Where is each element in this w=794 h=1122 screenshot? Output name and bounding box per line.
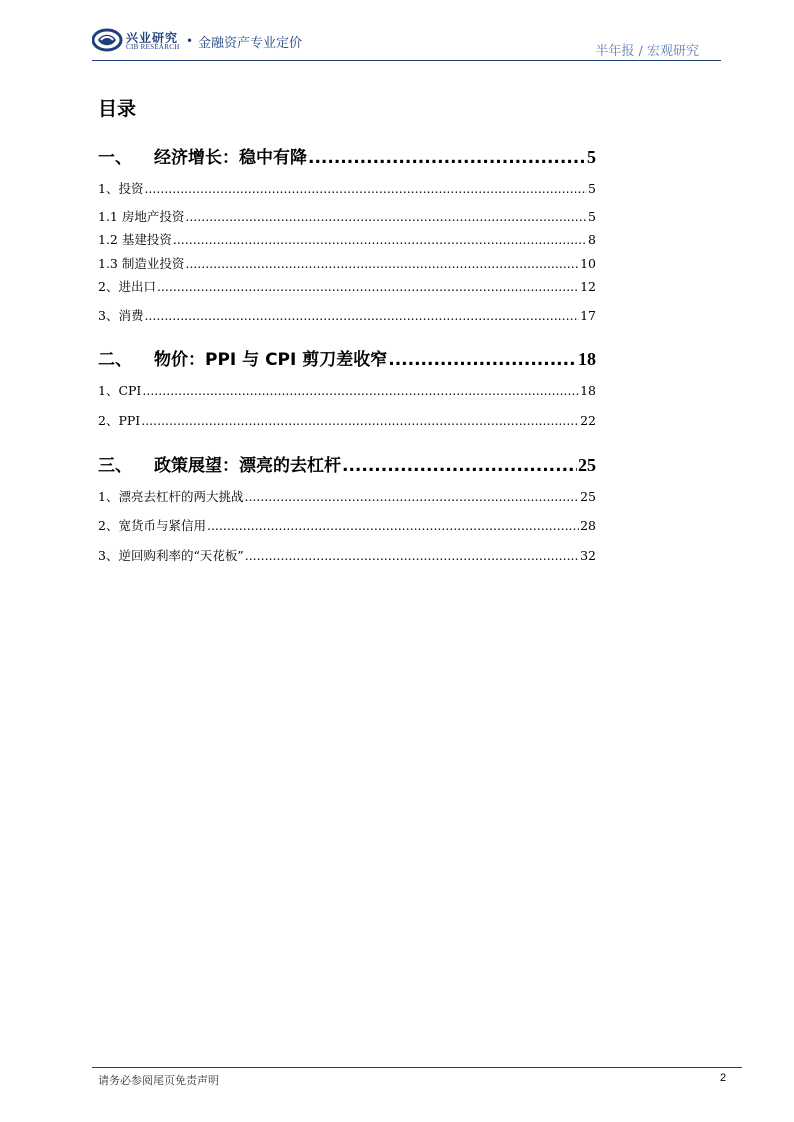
page-header [92,26,721,61]
toc-leader-dots [388,350,577,370]
toc-page-number: 18 [580,383,596,398]
cib-logo-icon [92,28,124,52]
separator-dot: • [186,34,194,48]
toc-page-number: 10 [580,256,596,271]
footer-divider [92,1067,742,1068]
brand-slogan: 金融资产专业定价 [198,36,303,51]
toc-leader-dots [142,383,579,398]
toc-entry-label: 3、消费 [98,308,144,323]
toc-page-number: 28 [580,518,596,533]
toc-page-number: 5 [587,147,596,167]
toc-page-number: 18 [578,349,596,369]
toc-leader-dots [207,518,579,533]
toc-entry-label: 1.1 房地产投资 [98,209,185,224]
toc-entry-chapter-3[interactable] [98,451,596,475]
toc-entry-label: 物价：PPI 与 CPI 剪刀差收窄 [154,350,388,370]
toc-entry-label: 1.2 基建投资 [98,232,172,247]
toc-entry-label: 1、投资 [98,181,144,196]
chapter-number: 一、 [98,148,132,168]
toc-entry-label: 1、CPI [98,383,142,398]
toc-entry[interactable] [98,254,596,272]
toc-entry[interactable] [98,230,596,248]
toc-entry[interactable] [98,487,596,505]
toc-title: 目录 [98,98,137,120]
toc-entry-label: 2、宽货币与紧信用 [98,518,206,533]
toc-entry[interactable] [98,516,596,534]
toc-entry[interactable] [98,277,596,295]
toc-leader-dots [342,456,577,476]
report-type: 半年报 / 宏观研究 [595,44,699,59]
footer-disclaimer: 请务必参阅尾页免责声明 [98,1074,219,1087]
toc-leader-dots [157,279,579,294]
toc-entry[interactable] [98,207,596,225]
toc-leader-dots [185,256,579,271]
toc-page-number: 32 [580,548,596,563]
toc-entry-label: 经济增长：稳中有降 [154,148,307,168]
toc-entry-label: 3、逆回购利率的“天花板” [98,548,244,563]
toc-page-number: 17 [580,308,596,323]
brand-name-en: CIB RESEARCH [126,43,180,51]
toc-leader-dots [141,413,579,428]
toc-entry-chapter-1[interactable] [98,143,596,167]
toc-leader-dots [308,148,586,168]
toc-entry-label: 政策展望：漂亮的去杠杆 [154,456,341,476]
brand-name-cn: 兴业研究 [126,31,179,45]
toc-entry-label: 2、进出口 [98,279,156,294]
toc-leader-dots [185,209,587,224]
toc-leader-dots [144,181,587,196]
toc-leader-dots [173,232,587,247]
toc-entry[interactable] [98,179,596,197]
toc-page-number: 25 [578,455,596,475]
toc-page-number: 8 [588,232,596,247]
toc-leader-dots [244,489,579,504]
toc-leader-dots [245,548,579,563]
chapter-number: 二、 [98,350,132,370]
chapter-number: 三、 [98,456,132,476]
toc-entry-label: 1、漂亮去杠杆的两大挑战 [98,489,244,504]
footer-page-number: 2 [720,1072,727,1084]
toc-entry-label: 2、PPI [98,413,141,428]
toc-page-number: 12 [580,279,596,294]
toc-entry-label: 1.3 制造业投资 [98,256,185,271]
toc-page-number: 22 [580,413,596,428]
toc-entry[interactable] [98,381,596,399]
toc-entry-chapter-2[interactable] [98,345,596,369]
toc-entry[interactable] [98,546,596,564]
toc-leader-dots [144,308,579,323]
toc-page-number: 5 [588,181,596,196]
toc-page-number: 5 [588,209,596,224]
toc-entry[interactable] [98,306,596,324]
toc-page-number: 25 [580,489,596,504]
toc-entry[interactable] [98,411,596,429]
